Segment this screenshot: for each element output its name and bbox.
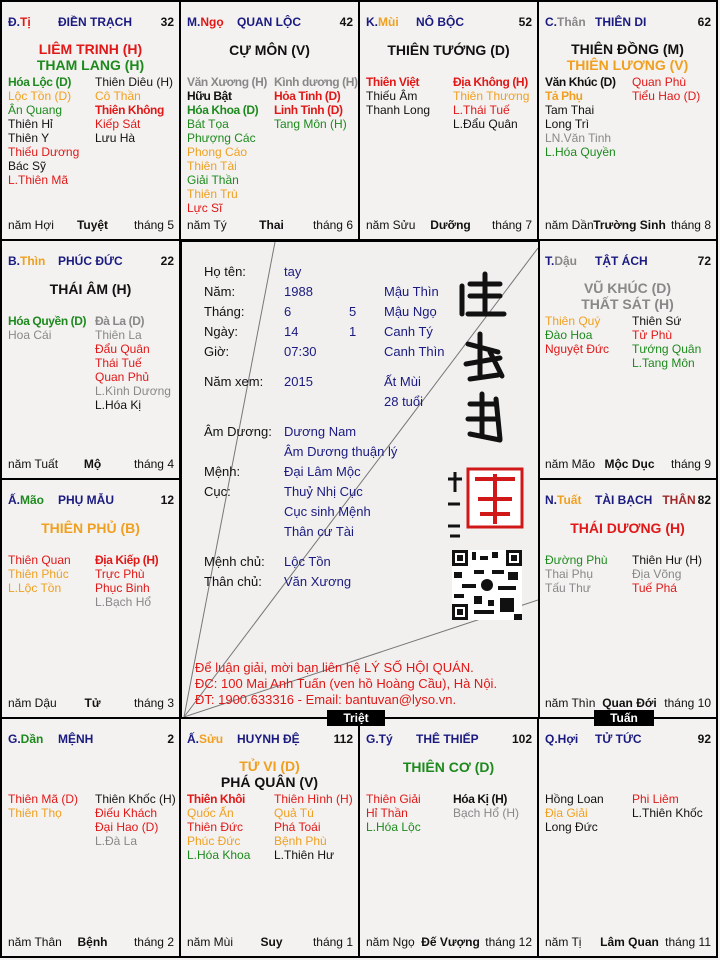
palace-age [161,254,174,268]
branch-name: Thìn [20,254,46,268]
branch-name: Dậu [554,254,578,268]
branch-label [8,15,31,29]
year-label: năm Mùi [187,935,234,949]
year-label: năm Hợi [8,218,54,232]
year-label: năm Dậu [8,696,57,710]
stem-label: Ấ. [8,493,20,507]
menh-value: Đại Lâm Mộc [284,464,361,479]
minor-stars-left [545,314,609,356]
minor-stars-left [545,553,608,595]
palace-cell-9[interactable] [0,717,181,958]
am-duong-label: Âm Dương: [204,424,272,439]
palace-cell-2[interactable] [179,0,360,241]
minor-star: Thiên Quý [545,314,601,328]
month-label: tháng 10 [664,696,711,710]
age-number: 52 [518,15,532,29]
palace-name: QUAN LỘC [237,15,301,29]
minor-stars-left [366,75,430,117]
branch-name: Sửu [199,732,224,746]
main-star: THIÊN TƯỚNG (D) [387,42,510,58]
stem-label: Ấ. [187,732,199,746]
than-cu: Thân cư Tài [284,524,354,539]
minor-star: Quốc Ấn [187,806,234,820]
stem-label: C. [545,15,557,29]
minor-star: Văn Khúc (D) [545,75,616,89]
age-number: 2 [167,732,174,746]
branch-label [545,493,581,507]
minor-star: Phúc Đức [187,834,241,848]
branch-label [545,254,577,268]
minor-star: Quan Phù [632,75,687,89]
minor-star: Hóa Quyền (D) [8,314,87,328]
minor-stars-right [453,792,519,820]
minor-star: Nguyệt Đức [545,342,610,356]
minor-star: Địa Giải [545,806,588,820]
minor-star: Phong Cáo [187,145,248,159]
minor-stars-left [366,792,421,834]
minor-star: Tấu Thư [545,581,591,595]
month-label: tháng 8 [670,218,711,232]
palace-age [334,732,353,746]
contact-line-1: Để luận giải, mời bạn liên hệ LÝ SỐ HỘI QUÁN. [195,660,474,675]
cuc-label: Cục: [204,484,231,499]
palace-name: NÔ BỘC [416,15,464,29]
minor-star: Điếu Khách [95,806,158,820]
minor-star: L.Hóa Khoa [187,848,251,862]
life-stage: Dưỡng [430,218,471,232]
palace-cell-3[interactable] [358,0,539,241]
age-number: 32 [160,15,174,29]
minor-star: Long Trì [545,117,590,131]
minor-star: Địa Võng [632,567,682,581]
minor-star: Hoa Cái [8,328,52,342]
main-star: THAM LANG (H) [36,57,145,73]
minor-stars-left [545,75,616,159]
life-stage: Mộc Dục [604,457,655,471]
minor-star: Thiên Hư (H) [632,553,703,567]
minor-star: Thiên Thọ [8,806,62,820]
life-stage: Quan Đới [602,696,657,710]
nam-label: Năm: [204,284,236,299]
main-star: LIÊM TRINH (H) [38,41,143,57]
minor-star: Địa Kiếp (H) [95,553,159,567]
minor-star: L.Hóa Kị [95,398,142,412]
contact-phone-email[interactable]: ĐT: 1900.633316 - Email: bantuvan@lyso.vn. [195,692,457,707]
minor-star: Văn Xương (H) [187,75,268,89]
minor-stars-right [95,314,171,412]
minor-stars-right [453,75,529,131]
palace-age [161,15,174,29]
minor-star: Đào Hoa [545,328,593,342]
gio-label: Giờ: [204,344,230,359]
thang-value: 6 [284,304,292,319]
minor-star: Hóa Khoa (D) [187,103,259,117]
minor-star: Tử Phù [632,328,673,342]
minor-star: L.Thiên Khốc [632,806,703,820]
branch-name: Dần [20,732,44,746]
minor-stars-left [187,75,267,215]
minor-star: Bạch Hổ (H) [453,806,520,820]
minor-stars-right [274,792,353,862]
minor-star: L.Hóa Quyền [545,145,616,159]
branch-name: Mùi [378,15,399,29]
palace-age [340,15,353,29]
minor-star: Thiên Đức [187,820,244,834]
minor-star: Hữu Bật [187,89,232,103]
nam-xem-canchi: Ất Mùi [384,374,421,389]
month-label: tháng 7 [491,218,532,232]
age-number: 62 [697,15,711,29]
month-label: tháng 4 [133,457,174,471]
minor-star: Thiên Quan [8,553,71,567]
minor-star: Long Đức [545,820,598,834]
main-star: PHÁ QUÂN (V) [220,774,319,790]
palace-name: ĐIỀN TRẠCH [58,15,132,29]
palace-name: PHỤ MẪU [58,493,114,507]
stem-label: Q. [545,732,558,746]
palace-name: PHÚC ĐỨC [58,254,123,268]
minor-star: Thiên Việt [366,75,420,89]
minor-star: Bác Sỹ [8,159,47,173]
main-star: THÁI DƯƠNG (H) [570,520,685,536]
minor-star: Hồng Loan [545,792,604,806]
minor-stars-left [8,314,86,342]
year-label: năm Thìn [545,696,596,710]
stem-label: B. [8,254,20,268]
minor-star: Tang Môn (H) [274,117,347,131]
minor-star: Đại Hao (D) [95,820,159,834]
age-number: 92 [697,732,711,746]
ngay-value: 14 [284,324,299,339]
minor-star: Bệnh Phù [274,834,327,848]
minor-star: Giải Thần [187,173,239,187]
minor-star: Cô Thần [95,89,141,103]
minor-star: Hỏa Tinh (D) [274,89,341,103]
minor-star: Thái Tuế [95,356,142,370]
palace-cell-7[interactable] [0,478,181,719]
main-star: THIÊN LƯƠNG (V) [566,57,689,73]
minor-star: Thiên Hỉ [8,117,53,131]
palace-name: HUYNH ĐỆ [237,732,300,746]
minor-star: L.Thiên Mã [8,173,69,187]
minor-stars-right [274,75,358,131]
branch-name: Tý [378,732,393,746]
ngay-canchi: Canh Tý [384,324,433,339]
minor-star: Thiên La [95,328,142,342]
year-label: năm Dần [545,218,594,232]
minor-stars-right [632,75,700,103]
minor-star: Phi Liêm [632,792,679,806]
month-label: tháng 12 [485,935,532,949]
palace-name: MỆNH [58,732,94,746]
minor-star: Lưu Hà [95,131,136,145]
branch-name: Thân [557,15,586,29]
branch-label [545,732,578,746]
minor-star: Thai Phụ [545,567,594,581]
minor-star: Thiên Khốc (H) [95,792,176,806]
palace-name: TỬ TỨC [595,732,642,746]
minor-star: Đẩu Quân [95,342,150,356]
menh-label: Mệnh: [204,464,241,479]
minor-star: Phá Toái [274,820,321,834]
month-label: tháng 5 [133,218,174,232]
branch-label [366,15,399,29]
minor-star: Bát Tọa [187,117,229,131]
life-stage: Tử [84,696,101,710]
minor-star: Thiên Sứ [632,314,682,328]
minor-star: Thiên Giải [366,792,421,806]
main-star: THÁI ÂM (H) [49,281,132,297]
menh-chu-value: Lộc Tồn [284,554,331,569]
life-stage: Lâm Quan [600,935,659,949]
life-stage: Trường Sinh [593,218,666,232]
year-label: năm Sửu [366,218,416,232]
ngay-label: Ngày: [204,324,238,339]
age-number: 42 [339,15,353,29]
year-label: năm Ngọ [366,935,415,949]
palace-age [519,15,532,29]
branch-name: Hợi [557,732,579,746]
minor-star: Thiên Mã (D) [8,792,79,806]
life-stage: Đế Vượng [421,935,480,949]
minor-star: Địa Không (H) [453,75,528,89]
main-star: THẤT SÁT (H) [581,296,674,312]
minor-star: Hóa Lộc (D) [8,75,71,89]
branch-label [545,15,586,29]
minor-star: Thiên Tài [187,159,237,173]
than-chu-value: Văn Xương [284,574,352,589]
minor-star: Lộc Tồn (D) [8,89,72,103]
calligraphy-logo [440,264,530,554]
nam-canchi: Mậu Thìn [384,284,439,299]
year-label: năm Tuất [8,457,59,471]
palace-age [662,493,711,507]
nam-xem-label: Năm xem: [204,374,264,389]
minor-star: L.Bạch Hổ [95,595,152,609]
minor-star: Phượng Các [187,131,256,145]
palace-cell-5[interactable] [0,239,181,480]
month-label: tháng 6 [312,218,353,232]
minor-star: L.Hóa Lộc [366,820,421,834]
minor-stars-left [8,75,79,187]
minor-star: Thanh Long [366,103,431,117]
minor-star: Thiên Khôi [187,792,245,806]
minor-star: L.Lộc Tồn [8,581,62,595]
minor-star: L.Kình Dương [95,384,171,398]
minor-star: Thiếu Dương [8,145,80,159]
life-stage: Thai [259,218,284,232]
year-label: năm Thân [8,935,62,949]
branch-label [8,254,45,268]
palace-cell-8[interactable] [537,478,718,719]
qr-code[interactable] [452,550,522,620]
minor-star: Thiên Thương [453,89,530,103]
main-star: THIÊN CƠ (D) [402,759,495,775]
minor-star: L.Tang Môn [632,356,695,370]
age-number: 112 [333,732,353,746]
thang-canchi: Mậu Ngọ [384,304,437,319]
minor-star: L.Thái Tuế [453,103,510,117]
minor-star: Lực Sĩ [187,201,223,215]
minor-star: Thiên Không [95,103,164,117]
minor-star: Quả Tú [274,806,314,820]
main-star: TỬ VI (D) [239,758,300,774]
gio-canchi: Canh Thìn [384,344,445,359]
age-number: 22 [160,254,174,268]
palace-age [167,732,174,746]
ho-ten-value: tay [284,264,302,279]
minor-star: Phục Binh [95,581,150,595]
minor-star: Tuế Phá [632,581,677,595]
palace-name: THIÊN DI [595,15,647,29]
minor-stars-right [632,553,702,595]
tuoi-value: 28 tuổi [384,394,424,409]
main-star: CỰ MÔN (V) [229,42,310,58]
menh-chu-label: Mệnh chủ: [204,554,265,569]
month-label: tháng 11 [665,935,711,949]
age-number: 102 [511,732,532,746]
minor-stars-left [8,792,78,820]
palace-age [161,493,174,507]
age-number: 82 [697,493,711,507]
palace-cell-12[interactable] [537,717,718,958]
minor-stars-left [545,792,604,834]
branch-label [8,493,44,507]
branch-label [366,732,393,746]
minor-star: Kiếp Sát [95,117,141,131]
center-info-panel [180,240,540,719]
ngay-am: 1 [349,324,357,339]
nam-xem-value: 2015 [284,374,313,389]
minor-star: Tiểu Hao (D) [632,89,701,103]
cuc-sinh: Cục sinh Mệnh [284,504,371,519]
life-stage: Tuyệt [76,218,109,232]
cuc-value: Thuỷ Nhị Cục [284,484,363,499]
month-label: tháng 3 [133,696,174,710]
minor-star: Thiếu Âm [366,89,418,103]
year-label: năm Tị [545,935,582,949]
palace-age [512,732,532,746]
life-stage: Mộ [83,457,102,471]
palace-age [698,254,711,268]
stem-label: K. [366,15,378,29]
minor-star: Tam Thai [545,103,595,117]
palace-cell-6[interactable] [537,239,718,480]
minor-star: Thiên Phúc [8,567,69,581]
main-star: VŨ KHÚC (D) [583,280,672,296]
minor-star: Thiên Y [8,131,50,145]
contact-address: ĐC: 100 Mai Anh Tuấn (ven hồ Hoàng Cầu), Hà Nội. [195,676,498,691]
thang-am: 5 [349,304,357,319]
minor-star: Đường Phù [545,553,608,567]
stem-label: M. [187,15,201,29]
minor-stars-right [632,792,703,820]
palace-age [698,732,711,746]
palace-cell-10[interactable] [179,717,360,958]
stem-label: N. [545,493,557,507]
palace-cell-4[interactable] [537,0,718,241]
minor-star: Hóa Kị (H) [453,792,507,806]
minor-stars-right [95,553,158,609]
minor-star: Đà La (D) [95,314,145,328]
minor-star: Ân Quang [8,103,63,117]
minor-stars-left [187,792,250,862]
minor-star: L.Đẩu Quân [453,117,518,131]
stem-label: G. [8,732,21,746]
palace-cell-1[interactable] [0,0,181,241]
age-number: 72 [697,254,711,268]
than-marker: THÂN [662,493,696,507]
minor-star: Thiên Hình (H) [274,792,353,806]
minor-star: Hỉ Thần [366,806,408,820]
minor-stars-right [95,792,176,848]
minor-star: Thiên Trù [187,187,238,201]
minor-stars-left [8,553,71,595]
stem-label: Đ. [8,15,20,29]
minor-stars-right [95,75,173,145]
minor-star: Thiên Diêu (H) [95,75,174,89]
minor-star: L.Đà La [95,834,138,848]
am-duong-value: Dương Nam [284,424,357,439]
stem-label: T. [545,254,555,268]
than-chu-label: Thân chủ: [204,574,262,589]
minor-star: Tả Phụ [545,89,583,103]
palace-name: TẬT ÁCH [595,254,648,268]
minor-star: L.Thiên Hư [274,848,335,862]
year-label: năm Tý [187,218,227,232]
minor-star: Kình dương (H) [274,75,358,89]
palace-name: THÊ THIẾP [416,732,479,746]
branch-name: Mão [20,493,44,507]
palace-age [698,15,711,29]
main-star: THIÊN PHỦ (B) [41,520,140,536]
minor-stars-right [632,314,701,370]
triet-badge: Triệt [327,710,385,726]
minor-star: Trực Phù [95,567,145,581]
palace-name: TÀI BẠCH [595,493,653,507]
age-number: 12 [160,493,174,507]
branch-label [8,732,43,746]
palace-cell-11[interactable] [358,717,539,958]
minor-star: Quan Phủ [95,370,150,384]
month-label: tháng 1 [312,935,353,949]
year-label: năm Mão [545,457,596,471]
branch-name: Tị [20,15,31,29]
ho-ten-label: Họ tên: [204,264,246,279]
branch-label [187,732,223,746]
thang-label: Tháng: [204,304,245,319]
branch-label [187,15,224,29]
stem-label: G. [366,732,379,746]
branch-name: Tuất [557,493,582,507]
minor-star: Linh Tinh (D) [274,103,343,117]
branch-name: Ngọ [200,15,224,29]
tuan-badge: Tuấn [594,710,654,726]
month-label: tháng 2 [133,935,174,949]
main-star: THIÊN ĐỒNG (M) [571,41,684,57]
minor-star: LN.Văn Tinh [545,131,612,145]
gio-value: 07:30 [284,344,317,359]
month-label: tháng 9 [670,457,711,471]
nam-value: 1988 [284,284,313,299]
life-stage: Suy [260,935,283,949]
life-stage: Bệnh [77,935,108,949]
am-duong-ly: Âm Dương thuận lý [284,444,398,459]
minor-star: Tướng Quân [632,342,702,356]
